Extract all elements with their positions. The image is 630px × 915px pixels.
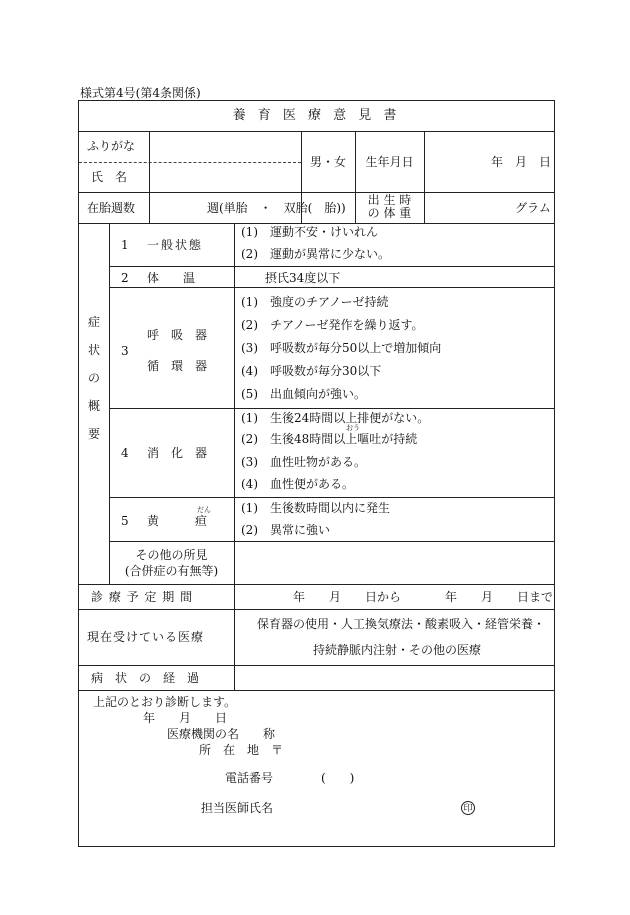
criterion[interactable]: (1) 生後数時間以内に発生 [241, 501, 390, 515]
institution-address-label: 所 在 地 〒 [199, 743, 284, 757]
criterion[interactable]: (4) 呼吸数が毎分30以下 [241, 364, 382, 378]
medical-opinion-form [78, 100, 555, 847]
divider [79, 609, 554, 610]
divider [424, 131, 425, 192]
name-field[interactable] [229, 167, 299, 189]
criterion[interactable]: (2) 異常に強い [241, 523, 330, 537]
other-findings-label [109, 547, 234, 579]
phone-label: 電話番号 [225, 771, 274, 785]
current-treatment-options[interactable]: 保育器の使用・人工換気療法・酸素吸入・経管栄養・ [257, 617, 546, 631]
course-field[interactable] [237, 667, 551, 687]
symptom-label-char: の [87, 371, 100, 385]
divider [109, 408, 554, 409]
course-label: 病 状 の 経 過 [91, 671, 200, 685]
divider [79, 192, 554, 193]
furigana-label: ふりがな [87, 139, 136, 153]
criterion[interactable]: (3) 血性吐物がある。 [241, 455, 366, 469]
criterion[interactable]: (2) 生後48時間以上嘔吐が持続 [241, 432, 418, 446]
attestation-statement: 上記のとおり診断します。 [93, 695, 237, 709]
treatment-period-to[interactable]: 年 月 日まで [445, 590, 554, 604]
divider [79, 131, 554, 132]
item-label-respiratory: 呼 吸 器 [147, 328, 208, 342]
other-findings-field[interactable] [237, 545, 551, 581]
current-treatment-label: 現在受けている医療 [87, 630, 205, 644]
ruby-annotation: だん [197, 506, 211, 514]
ruby-annotation: おう [346, 424, 360, 432]
divider [109, 287, 554, 288]
gestation-value[interactable]: 週(単胎 ・ 双胎( 胎)) [207, 201, 346, 215]
gestation-label: 在胎週数 [87, 201, 136, 215]
criterion[interactable]: (2) 運動が異常に少ない。 [241, 247, 390, 261]
form-title: 養 育 医 療 意 見 書 [232, 108, 401, 123]
item-number: 4 [121, 446, 129, 460]
item-label-temperature: 体 温 [147, 271, 196, 285]
name-label: 氏 名 [91, 170, 128, 184]
criterion[interactable]: (4) 血性便がある。 [241, 477, 354, 491]
divider [234, 223, 235, 690]
treatment-period-from[interactable]: 年 月 日から [293, 590, 402, 604]
current-treatment-options[interactable]: 持続静脈内注射・その他の医療 [313, 643, 482, 657]
item-label-general: 一般状態 [147, 238, 204, 252]
divider [79, 584, 554, 585]
other-findings-line-1: その他の所見 [135, 548, 208, 562]
form-number-caption: 様式第4号(第4条関係) [80, 86, 201, 100]
doctor-name-label: 担当医師氏名 [201, 801, 274, 815]
item-number: 1 [121, 238, 129, 252]
divider [109, 266, 554, 267]
symptom-label-char: 概 [87, 399, 100, 413]
symptom-label-char: 要 [87, 427, 100, 441]
criterion[interactable]: (1) 生後24時間以上排便がない。 [241, 411, 430, 425]
divider [109, 223, 110, 584]
divider [79, 223, 554, 224]
symptom-label-char: 状 [87, 343, 100, 357]
divider [79, 690, 554, 691]
birthdate-label: 生年月日 [365, 155, 414, 169]
item-label-jaundice: 黄 疸 [147, 514, 208, 528]
institution-name-label: 医療機関の名 称 [167, 727, 276, 741]
criterion[interactable]: (3) 呼吸数が毎分50以上で増加傾向 [241, 341, 442, 355]
item-label-circulatory: 循 環 器 [147, 359, 208, 373]
divider [424, 192, 425, 223]
other-findings-line-2: (合併症の有無等) [124, 564, 219, 578]
birthweight-unit[interactable]: グラム [515, 201, 551, 215]
phone-area-code[interactable]: ( ) [321, 771, 355, 785]
divider [79, 665, 554, 666]
divider [109, 497, 554, 498]
birthdate-value[interactable]: 年 月 日 [491, 155, 552, 169]
divider [149, 131, 150, 223]
furigana-divider [79, 162, 301, 163]
symptom-section-label [87, 308, 101, 448]
furigana-field[interactable] [229, 139, 299, 161]
sex-selector[interactable]: 男・女 [309, 155, 346, 169]
treatment-period-label: 診 療 予 定 期 間 [91, 590, 194, 604]
divider [109, 541, 554, 542]
criterion[interactable]: 摂氏34度以下 [265, 271, 341, 285]
item-label-digestive: 消 化 器 [147, 446, 208, 460]
birthweight-label [355, 194, 424, 220]
criterion[interactable]: (1) 運動不安・けいれん [241, 225, 378, 239]
seal-icon: 印 [461, 801, 475, 815]
attestation-date[interactable]: 年 月 日 [143, 711, 228, 725]
item-number: 5 [121, 514, 129, 528]
birthweight-label-line-2: の 体 重 [367, 206, 412, 220]
criterion[interactable]: (5) 出血傾向が強い。 [241, 387, 366, 401]
symptom-label-char: 症 [87, 315, 100, 329]
item-number: 3 [121, 344, 129, 358]
criterion[interactable]: (1) 強度のチアノーゼ持続 [241, 295, 389, 309]
item-number: 2 [121, 271, 129, 285]
criterion[interactable]: (2) チアノーゼ発作を繰り返す。 [241, 318, 424, 332]
birthweight-label-line-1: 出 生 時 [367, 193, 412, 207]
